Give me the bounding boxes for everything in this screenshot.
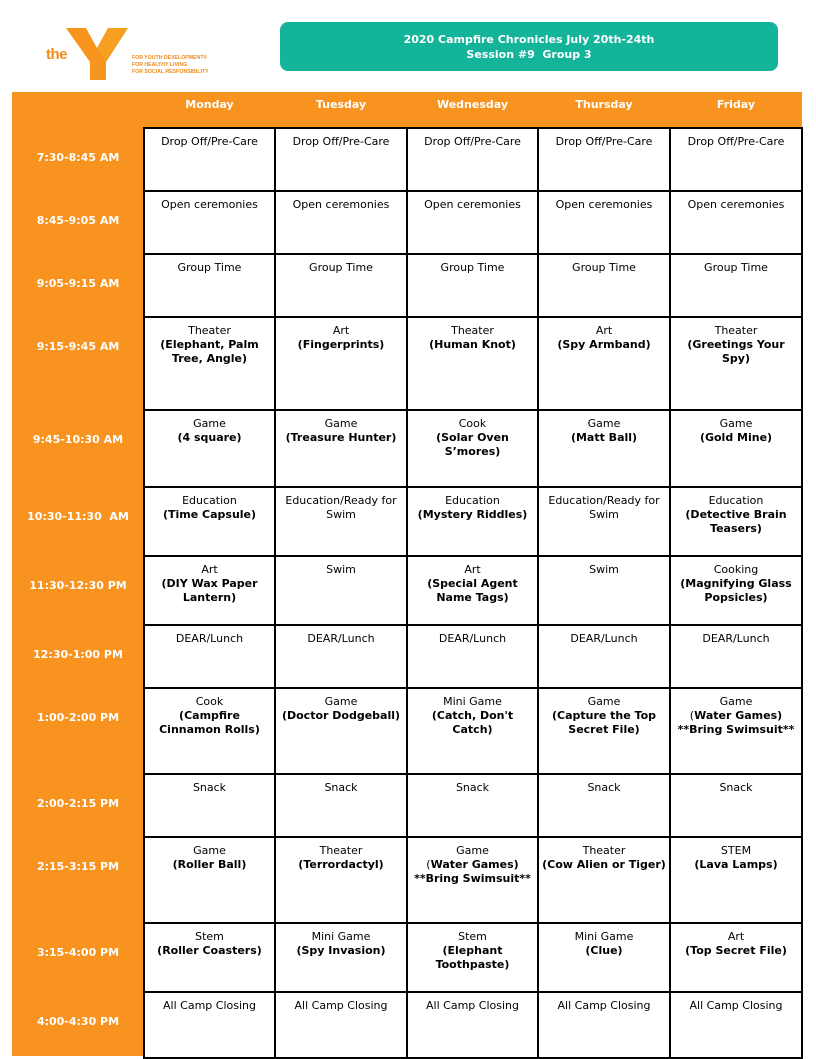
schedule-cell	[274, 922, 408, 993]
activity-detail	[674, 944, 798, 958]
activity-detail	[279, 944, 403, 958]
schedule-cell	[537, 773, 671, 838]
activity-name: Art	[332, 324, 350, 337]
activity-name: DEAR/Lunch	[438, 632, 507, 645]
activity-name: All Camp Closing	[557, 999, 651, 1012]
activity-name: Drop Off/Pre-Care	[424, 135, 521, 148]
detail-text: (Special Agent Name Tags)	[427, 577, 518, 604]
activity-detail	[279, 858, 403, 872]
activity-detail	[674, 709, 798, 737]
activity-name: Theater	[319, 844, 363, 857]
schedule-cell	[274, 316, 408, 411]
schedule-cell	[669, 316, 803, 411]
activity-name: Drop Off/Pre-Care	[687, 135, 785, 148]
detail-text: (Roller Coasters)	[157, 944, 262, 957]
schedule-cell	[406, 316, 539, 411]
schedule-cell	[143, 687, 276, 775]
activity-name: Mini Game	[443, 695, 502, 708]
schedule-cell	[143, 922, 276, 993]
schedule-cell	[406, 836, 539, 924]
activity-name: Open ceremonies	[161, 198, 258, 211]
detail-text: (DIY Wax Paper Lantern)	[161, 577, 258, 604]
activity-detail	[148, 431, 271, 445]
day-header-monday: Monday	[185, 98, 234, 111]
schedule-cell	[143, 316, 276, 411]
time-slot-label: 12:30-1:00 PM	[33, 647, 123, 661]
time-slot-label: 2:00-2:15 PM	[36, 796, 120, 810]
activity-detail	[411, 858, 534, 886]
schedule-cell	[274, 409, 408, 488]
schedule-cell	[143, 486, 276, 557]
activity-detail	[411, 709, 534, 737]
day-header-tuesday: Tuesday	[315, 98, 367, 111]
time-slot-label: 8:45-9:05 AM	[36, 213, 120, 227]
schedule-cell	[537, 316, 671, 411]
detail-text: (Treasure Hunter)	[285, 431, 397, 444]
detail-text: (Roller Ball)	[172, 858, 247, 871]
detail-paren: (	[426, 858, 431, 871]
detail-text: (Capture the Top Secret File)	[551, 709, 657, 736]
activity-detail	[542, 858, 666, 872]
activity-name: Cooking	[713, 563, 759, 576]
activity-name: DEAR/Lunch	[307, 632, 375, 645]
activity-name: Open ceremonies	[555, 198, 653, 211]
schedule-cell	[143, 190, 276, 255]
activity-detail	[411, 577, 534, 605]
activity-detail	[279, 431, 403, 445]
schedule-cell	[274, 773, 408, 838]
activity-name: All Camp Closing	[426, 999, 519, 1012]
detail-text: (Greetings Your Spy)	[687, 338, 785, 365]
activity-name: Group Time	[704, 261, 768, 274]
activity-name: Open ceremonies	[424, 198, 521, 211]
tagline-line: FOR SOCIAL RESPONSIBILITY	[132, 69, 209, 75]
day-header-friday: Friday	[716, 98, 756, 111]
time-slot-label: 2:15-3:15 PM	[36, 859, 120, 873]
activity-name: Art	[595, 324, 613, 337]
tagline-line: FOR YOUTH DEVELOPMENT®	[132, 55, 208, 61]
activity-detail	[674, 577, 798, 605]
activity-name: Group Time	[572, 261, 636, 274]
activity-detail	[674, 858, 798, 872]
schedule-cell	[537, 555, 671, 626]
detail-text: (Lava Lamps)	[694, 858, 778, 871]
activity-detail	[148, 944, 271, 958]
activity-name: Swim	[326, 563, 356, 576]
activity-name: Swim	[589, 563, 619, 576]
schedule-cell	[406, 409, 539, 488]
schedule-cell	[274, 555, 408, 626]
activity-detail	[542, 431, 666, 445]
schedule-cell	[143, 624, 276, 689]
activity-detail	[148, 508, 271, 522]
activity-name: Mini Game	[574, 930, 634, 943]
tagline-line: FOR HEALTHY LIVING	[132, 62, 188, 68]
activity-name: Theater	[582, 844, 626, 857]
activity-name: Theater	[188, 324, 231, 337]
detail-text: (Spy Armband)	[557, 338, 651, 351]
detail-text: (Human Knot)	[429, 338, 516, 351]
schedule-cell	[669, 991, 803, 1059]
day-header-wednesday: Wednesday	[436, 98, 509, 111]
time-slot-label: 9:45-10:30 AM	[32, 432, 124, 446]
schedule-cell	[537, 991, 671, 1059]
schedule-cell	[406, 991, 539, 1059]
schedule-cell	[406, 922, 539, 993]
schedule-cell	[669, 624, 803, 689]
activity-name: All Camp Closing	[294, 999, 388, 1012]
activity-name: Art	[201, 563, 218, 576]
detail-text: (Top Secret File)	[685, 944, 787, 957]
activity-name: Game	[587, 695, 621, 708]
activity-detail	[674, 431, 798, 445]
detail-text: (Clue)	[585, 944, 623, 957]
activity-name: Game	[193, 844, 226, 857]
schedule-cell	[406, 253, 539, 318]
schedule-cell	[537, 486, 671, 557]
activity-name: Art	[727, 930, 745, 943]
schedule-cell	[537, 922, 671, 993]
y-logo-icon	[64, 24, 130, 82]
activity-name: Theater	[714, 324, 758, 337]
schedule-cell	[537, 687, 671, 775]
ymca-logo	[40, 22, 230, 84]
schedule-cell	[406, 687, 539, 775]
activity-name: Snack	[587, 781, 621, 794]
activity-name: Stem	[195, 930, 224, 943]
detail-text: (Elephant Toothpaste)	[435, 944, 510, 971]
detail-text: (Spy Invasion)	[296, 944, 386, 957]
activity-name: Group Time	[309, 261, 373, 274]
activity-detail	[148, 338, 271, 366]
activity-name: Open ceremonies	[292, 198, 390, 211]
detail-text: (Gold Mine)	[699, 431, 773, 444]
activity-detail	[279, 709, 403, 723]
activity-detail	[411, 944, 534, 972]
activity-name: Education	[182, 494, 237, 507]
activity-name: Snack	[455, 781, 490, 794]
detail-paren: (	[689, 709, 695, 722]
schedule-cell	[537, 253, 671, 318]
schedule-cell	[406, 624, 539, 689]
detail-text: (Fingerprints)	[297, 338, 385, 351]
schedule-cell	[274, 190, 408, 255]
activity-name: DEAR/Lunch	[570, 632, 638, 645]
detail-text: (Solar Oven S’mores)	[436, 431, 509, 458]
time-slot-label: 10:30-11:30 AM	[27, 509, 129, 523]
activity-name: Cook	[458, 417, 487, 430]
activity-detail	[674, 508, 798, 536]
schedule-cell	[274, 836, 408, 924]
activity-name: Education/Ready for Swim	[548, 494, 660, 521]
activity-name: Theater	[451, 324, 494, 337]
schedule-cell	[406, 555, 539, 626]
activity-detail	[674, 338, 798, 366]
schedule-cell	[669, 127, 803, 192]
schedule-cell	[669, 687, 803, 775]
activity-name: Drop Off/Pre-Care	[161, 135, 258, 148]
schedule-cell	[143, 127, 276, 192]
activity-name: Education/Ready for Swim	[285, 494, 397, 521]
activity-detail	[542, 709, 666, 737]
schedule-cell	[143, 773, 276, 838]
schedule-cell	[669, 409, 803, 488]
activity-name: Snack	[719, 781, 753, 794]
detail-text: (Detective Brain Teasers)	[685, 508, 787, 535]
time-slot-label: 4:00-4:30 PM	[36, 1014, 120, 1028]
activity-name: Game	[324, 695, 358, 708]
schedule-cell	[143, 991, 276, 1059]
schedule-cell	[537, 624, 671, 689]
detail-text: Water Games) **Bring Swimsuit**	[414, 858, 531, 885]
time-slot-label: 3:15-4:00 PM	[36, 945, 120, 959]
activity-name: Game	[324, 417, 358, 430]
activity-name: Drop Off/Pre-Care	[555, 135, 653, 148]
activity-detail	[542, 944, 666, 958]
activity-detail	[148, 858, 271, 872]
detail-text: (Mystery Riddles)	[417, 508, 528, 521]
schedule-cell	[274, 127, 408, 192]
schedule-cell	[669, 253, 803, 318]
schedule-cell	[143, 836, 276, 924]
schedule-cell	[406, 486, 539, 557]
schedule-cell	[669, 836, 803, 924]
detail-text: (4 square)	[177, 431, 242, 444]
detail-text: Water Games) **Bring Swimsuit**	[677, 709, 795, 736]
activity-detail	[279, 338, 403, 352]
schedule-cell	[669, 922, 803, 993]
time-slot-label: 7:30-8:45 AM	[36, 150, 120, 164]
logo-word: the	[46, 46, 67, 63]
schedule-cell	[669, 190, 803, 255]
schedule-cell	[143, 555, 276, 626]
schedule-cell	[406, 190, 539, 255]
activity-name: Cook	[195, 695, 224, 708]
activity-detail	[542, 338, 666, 352]
activity-name: Open ceremonies	[687, 198, 785, 211]
day-header-thursday: Thursday	[575, 98, 633, 111]
schedule-title	[280, 22, 778, 71]
detail-text: (Terrordactyl)	[298, 858, 384, 871]
activity-name: All Camp Closing	[163, 999, 256, 1012]
title-line-1: 2020 Campfire Chronicles July 20th-24th	[403, 32, 655, 46]
activity-name: Group Time	[440, 261, 505, 274]
activity-name: Game	[719, 695, 753, 708]
schedule-cell	[143, 253, 276, 318]
activity-name: Education	[708, 494, 764, 507]
activity-name: STEM	[720, 844, 752, 857]
detail-text: (Elephant, Palm Tree, Angle)	[160, 338, 259, 365]
logo-tagline	[132, 55, 209, 76]
activity-name: DEAR/Lunch	[702, 632, 770, 645]
time-slot-label: 9:05-9:15 AM	[36, 276, 120, 290]
schedule-cell	[537, 836, 671, 924]
title-line-2: Session #9 Group 3	[466, 47, 592, 61]
time-slot-label: 11:30-12:30 PM	[29, 578, 127, 592]
schedule-cell	[274, 253, 408, 318]
schedule-cell	[274, 624, 408, 689]
schedule-cell	[669, 555, 803, 626]
schedule-cell	[274, 687, 408, 775]
activity-name: Drop Off/Pre-Care	[292, 135, 390, 148]
schedule-cell	[274, 486, 408, 557]
schedule-cell	[143, 409, 276, 488]
schedule-cell	[669, 486, 803, 557]
detail-text: (Doctor Dodgeball)	[281, 709, 401, 722]
activity-name: Game	[719, 417, 753, 430]
schedule-cell	[274, 991, 408, 1059]
schedule-cell	[406, 773, 539, 838]
activity-name: Art	[464, 563, 481, 576]
time-slot-label: 9:15-9:45 AM	[36, 339, 120, 353]
time-slot-label: 1:00-2:00 PM	[36, 710, 120, 724]
activity-detail	[148, 709, 271, 737]
activity-name: Group Time	[177, 261, 242, 274]
activity-detail	[411, 431, 534, 459]
schedule-cell	[669, 773, 803, 838]
schedule-cell	[537, 190, 671, 255]
activity-name: All Camp Closing	[689, 999, 783, 1012]
detail-text: (Time Capsule)	[162, 508, 257, 521]
activity-detail	[411, 338, 534, 352]
activity-name: Education	[445, 494, 500, 507]
detail-text: (Catch, Don't Catch)	[431, 709, 514, 736]
activity-name: Stem	[458, 930, 487, 943]
activity-detail	[148, 577, 271, 605]
schedule-cell	[537, 409, 671, 488]
detail-text: (Campfire Cinnamon Rolls)	[159, 709, 260, 736]
activity-name: Snack	[324, 781, 358, 794]
activity-name: Game	[587, 417, 621, 430]
activity-name: DEAR/Lunch	[175, 632, 244, 645]
activity-detail	[411, 508, 534, 522]
detail-text: (Cow Alien or Tiger)	[542, 858, 666, 871]
activity-name: Game	[456, 844, 489, 857]
activity-name: Mini Game	[311, 930, 371, 943]
activity-name: Game	[193, 417, 226, 430]
schedule-cell	[537, 127, 671, 192]
detail-text: (Magnifying Glass Popsicles)	[680, 577, 792, 604]
activity-name: Snack	[192, 781, 227, 794]
schedule-cell	[406, 127, 539, 192]
detail-text: (Matt Ball)	[570, 431, 638, 444]
